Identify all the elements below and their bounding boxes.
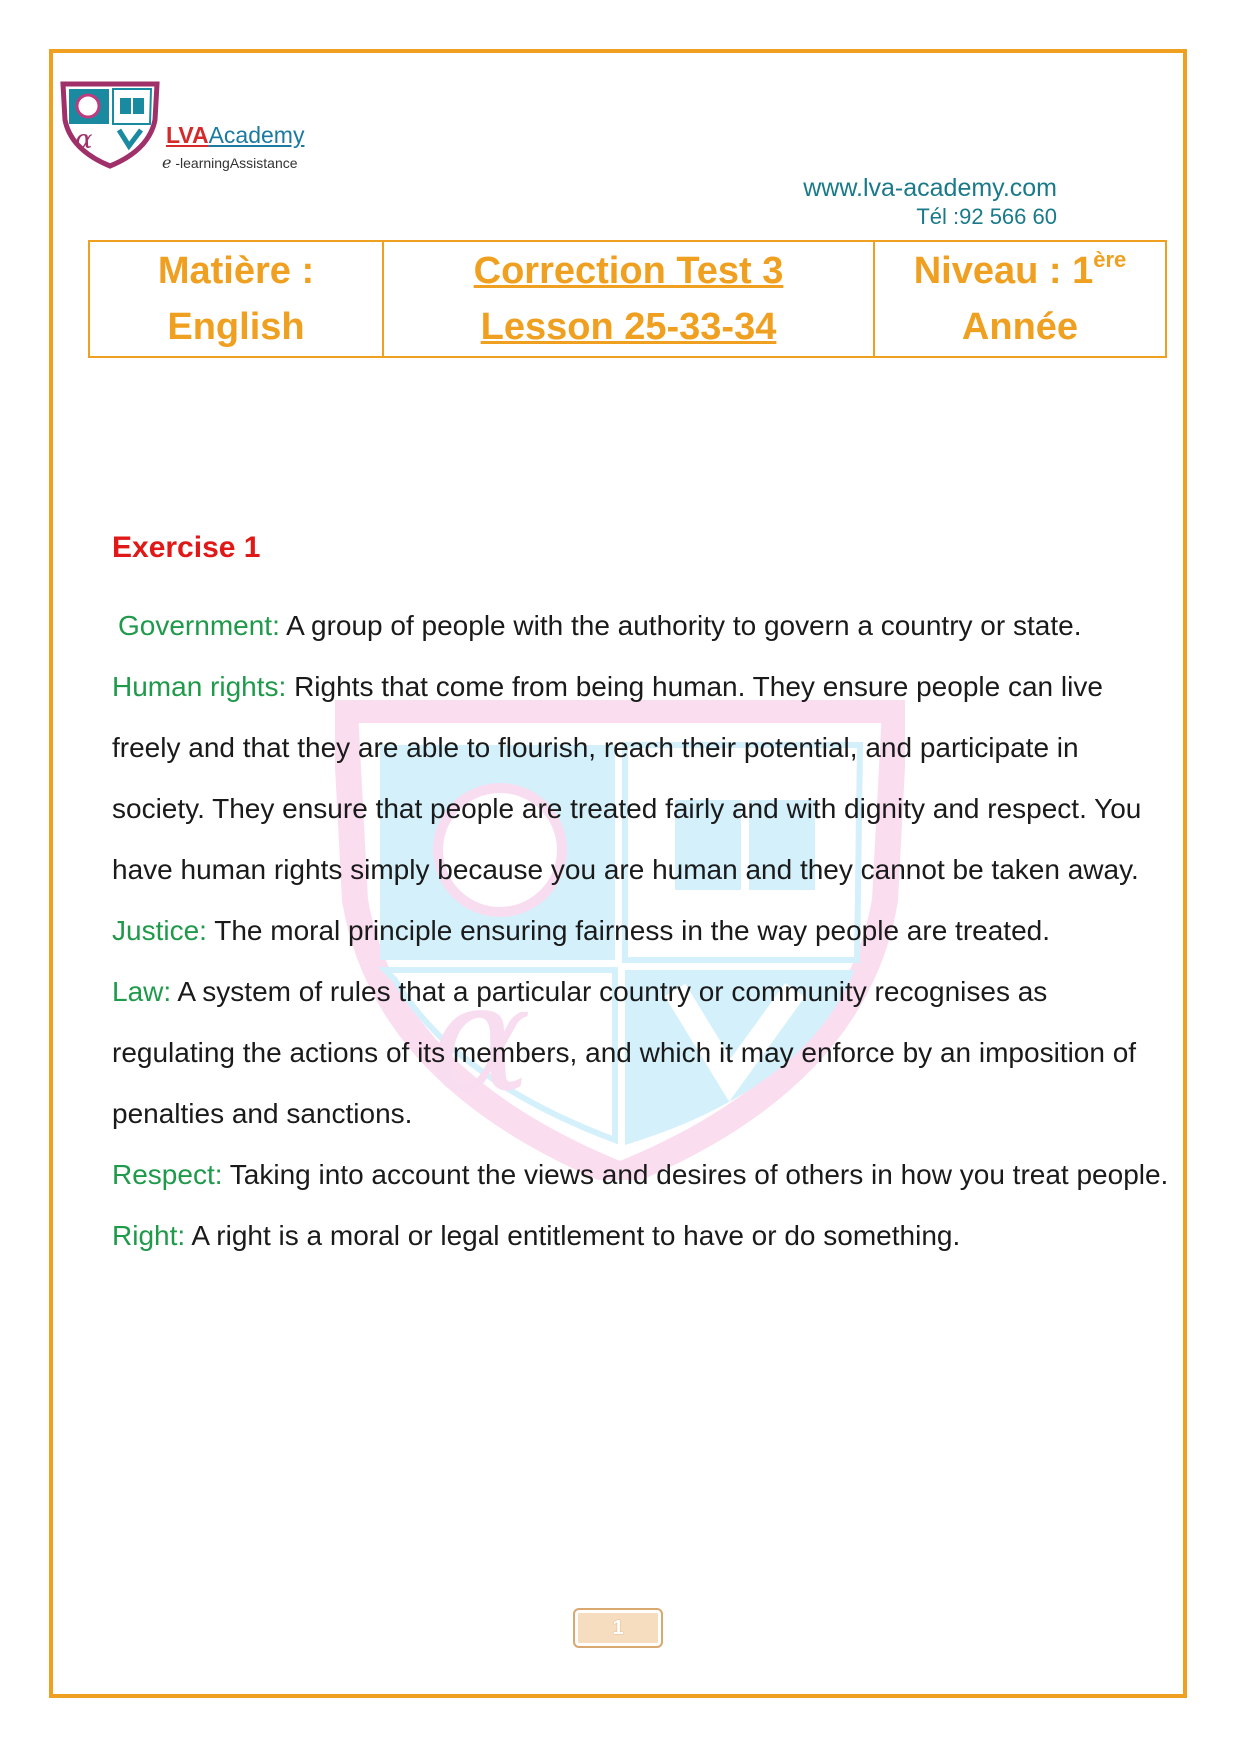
definition-human-rights [112, 656, 1172, 900]
brand-name [166, 122, 304, 149]
subject-value: English [167, 306, 305, 348]
definition-term: Respect: [112, 1159, 223, 1190]
page-number [573, 1608, 663, 1648]
svg-text:α: α [75, 125, 93, 155]
level-label: Niveau : 1 [913, 250, 1094, 292]
definition-text: A group of people with the authority to govern a country or state. [279, 610, 1082, 641]
page-number-value: 1 [612, 1617, 624, 1639]
definition-text: Rights that come from being human. They ensure people can live freely and that they are able to flourish, reach their potential, and participate in society. They ensure that people are treated fairly and with dignity and respect. You have human rights simply because you are human and they cannot be taken away. [112, 671, 1142, 885]
definition-term: Justice: [112, 915, 207, 946]
definition-text: A system of rules that a particular country or community recognises as regulating the actions of its members, and which it may enforce by an imposition of penalties and sanctions. [112, 976, 1137, 1129]
definition-term: Government: [118, 610, 280, 641]
definition-term: Right: [112, 1220, 186, 1251]
definition-text: A right is a moral or legal entitlement to have or do something. [185, 1220, 961, 1251]
level-cell [874, 241, 1166, 357]
definition-respect [112, 1144, 1172, 1205]
exercise-title: Exercise 1 [112, 531, 261, 564]
brand-tagline [162, 153, 298, 172]
header-table [88, 240, 1167, 358]
tagline-text: -learningAssistance [171, 155, 298, 171]
definition-right [112, 1205, 1172, 1266]
definition-government [112, 595, 1172, 656]
subject-label: Matière : [157, 250, 315, 292]
website-link[interactable]: www.lva-academy.com [803, 174, 1057, 202]
definition-term: Law: [112, 976, 172, 1007]
definition-text: The moral principle ensuring fairness in the way people are treated. [206, 915, 1050, 946]
title-cell [383, 241, 874, 357]
level-label-line [876, 243, 1164, 299]
svg-text:α: α [430, 952, 532, 1126]
level-sup: ère [1093, 247, 1127, 272]
tagline-e: e [162, 153, 172, 172]
definition-law [112, 961, 1172, 1144]
lva-academy-shield-icon [57, 80, 167, 170]
level-value: Année [961, 306, 1079, 348]
definition-justice [112, 900, 1172, 961]
exercise-section [112, 523, 1172, 1266]
phone-number: Tél :92 566 60 [916, 204, 1057, 229]
definition-text: Taking into account the views and desires of others in how you treat people. [222, 1159, 1169, 1190]
subject-cell [89, 241, 383, 357]
definition-term: Human rights: [112, 671, 287, 702]
title-line2: Lesson 25-33-34 [480, 306, 777, 348]
title-line1: Correction Test 3 [473, 250, 784, 292]
brand-lva: LVA [166, 122, 209, 148]
brand-academy: Academy [208, 122, 305, 148]
